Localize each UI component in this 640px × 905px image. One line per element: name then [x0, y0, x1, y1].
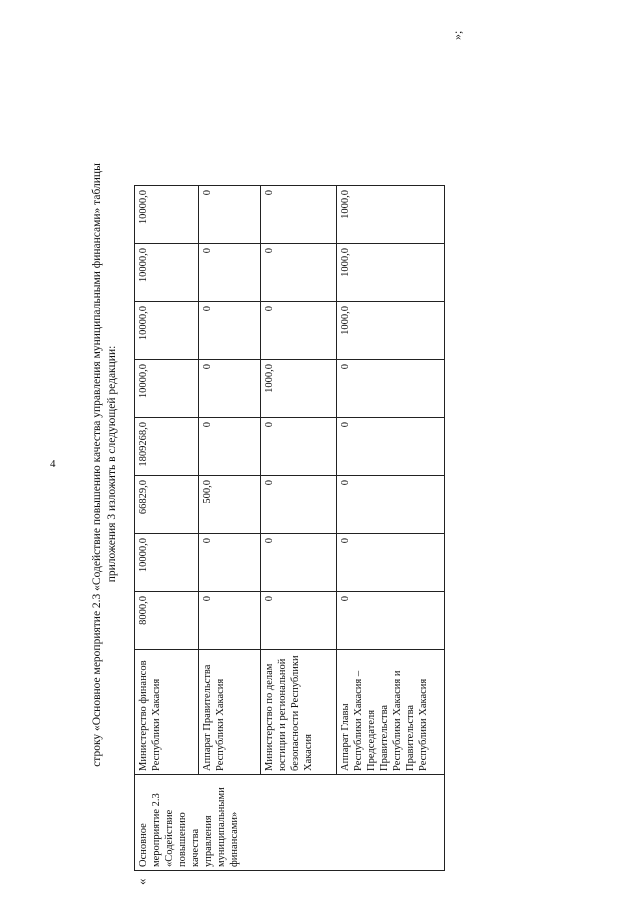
page-number: 4 [50, 458, 56, 470]
value-cell: 1000,0 [337, 244, 445, 302]
intro-line-1: строку «Основное мероприятие 2.3 «Содействие повышению качества управления муниципальными финансами» таблицы [91, 163, 103, 767]
value-cell: 1000,0 [337, 186, 445, 244]
closing-quote: »; [450, 30, 464, 40]
value-cell: 0 [337, 534, 445, 592]
value-cell: 0 [261, 534, 337, 592]
value-cell: 0 [199, 360, 261, 418]
value-cell: 0 [199, 302, 261, 360]
value-cell: 1809268,0 [135, 418, 199, 476]
intro-text [90, 45, 120, 885]
opening-quote: « [134, 878, 149, 885]
value-cell: 0 [337, 418, 445, 476]
executor-cell: Аппарат Главы Республики Хакасия – Председателя Правительства Республики Хакасия и Правительства Республики Хакасия [337, 650, 445, 775]
value-cell: 0 [199, 244, 261, 302]
value-cell: 0 [261, 592, 337, 650]
value-cell: 0 [261, 476, 337, 534]
executor-cell: Аппарат Правительства Республики Хакасия [199, 650, 261, 775]
value-cell: 500,0 [199, 476, 261, 534]
value-cell: 0 [337, 360, 445, 418]
event-name-cell: Основное мероприятие 2.3 «Содействие повышению качества управления муниципальными финансами» [135, 775, 445, 871]
table-row [261, 186, 337, 871]
value-cell: 0 [337, 592, 445, 650]
appendix-table [134, 185, 445, 871]
value-cell: 10000,0 [135, 302, 199, 360]
value-cell: 0 [337, 476, 445, 534]
value-cell: 0 [199, 592, 261, 650]
table-row [135, 186, 199, 871]
value-cell: 10000,0 [135, 534, 199, 592]
value-cell: 0 [261, 302, 337, 360]
value-cell: 0 [199, 186, 261, 244]
executor-cell: Министерство по делам юстиции и региональной безопасности Республики Хакасия [261, 650, 337, 775]
value-cell: 1000,0 [261, 360, 337, 418]
funding-table [134, 185, 445, 871]
value-cell: 10000,0 [135, 360, 199, 418]
value-cell: 10000,0 [135, 244, 199, 302]
table-row [199, 186, 261, 871]
intro-line-2: приложения 3 изложить в следующей редакции: [106, 345, 118, 583]
value-cell: 0 [261, 418, 337, 476]
rotated-landscape-content [90, 30, 610, 885]
value-cell: 0 [199, 418, 261, 476]
value-cell: 1000,0 [337, 302, 445, 360]
value-cell: 0 [261, 244, 337, 302]
value-cell: 10000,0 [135, 186, 199, 244]
value-cell: 66829,0 [135, 476, 199, 534]
value-cell: 0 [199, 534, 261, 592]
table-row [337, 186, 445, 871]
executor-cell: Министерство финансов Республики Хакасия [135, 650, 199, 775]
value-cell: 8000,0 [135, 592, 199, 650]
value-cell: 0 [261, 186, 337, 244]
